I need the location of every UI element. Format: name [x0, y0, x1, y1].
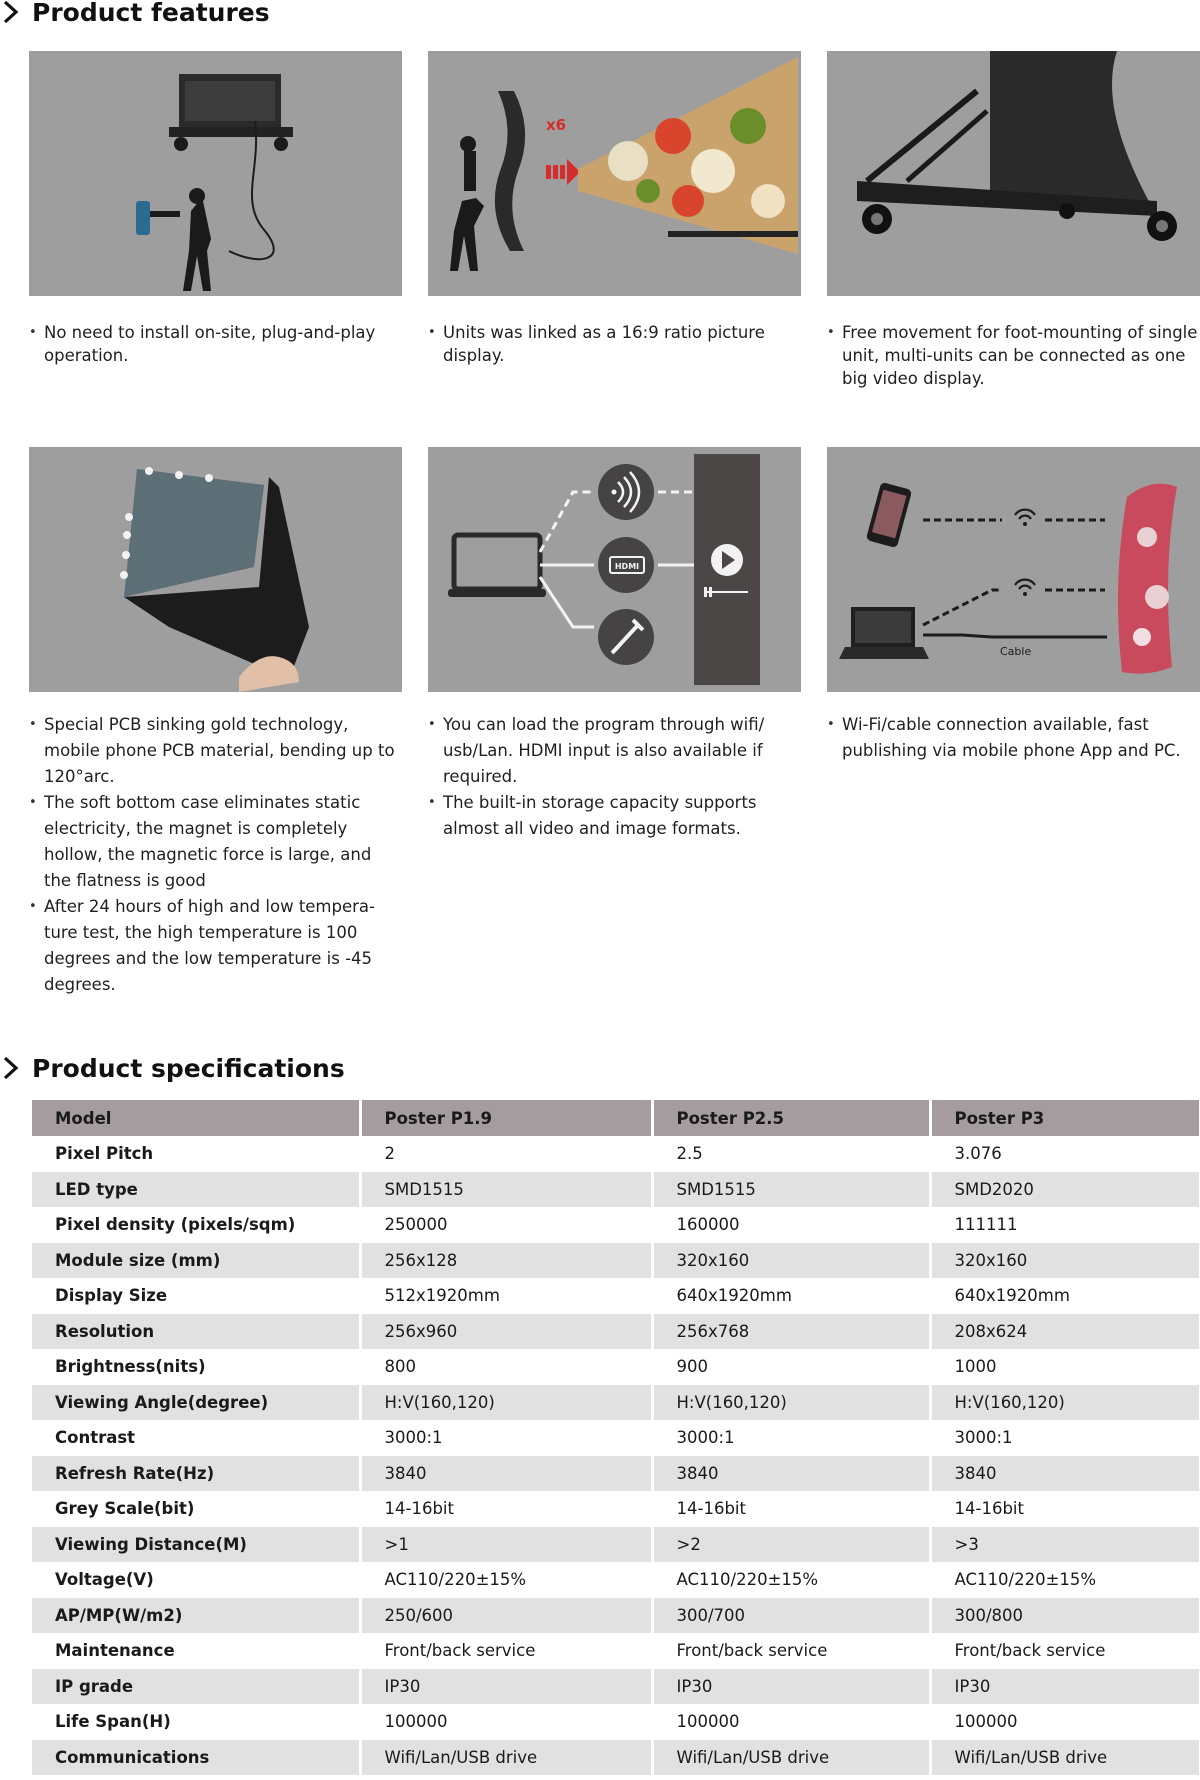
spec-label-cell: Viewing Angle(degree) [32, 1385, 360, 1421]
spec-value-cell: 2 [360, 1136, 652, 1172]
table-row [32, 1598, 1200, 1634]
linked-display-bullets [428, 321, 801, 367]
spec-label-cell: LED type [32, 1172, 360, 1208]
spec-value-cell: Wifi/Lan/USB drive [360, 1740, 652, 1776]
table-row [32, 1314, 1200, 1350]
spec-value-cell: Front/back service [360, 1633, 652, 1669]
bullet-item: • The soft bottom case eliminates static electricity, the magnet is completely hollow, the magnetic force is large, and the flatness is good [29, 790, 402, 894]
spec-value-cell: 14-16bit [930, 1491, 1200, 1527]
spec-value-cell: SMD1515 [360, 1172, 652, 1208]
spec-value-cell: 160000 [652, 1207, 930, 1243]
spec-label-cell: Pixel density (pixels/sqm) [32, 1207, 360, 1243]
spec-value-cell: >2 [652, 1527, 930, 1563]
spec-label-cell: Contrast [32, 1420, 360, 1456]
spec-value-cell: 320x160 [652, 1243, 930, 1279]
spec-value-cell: 640x1920mm [652, 1278, 930, 1314]
spec-value-cell: Wifi/Lan/USB drive [930, 1740, 1200, 1776]
spec-label-cell: Maintenance [32, 1633, 360, 1669]
table-row [32, 1456, 1200, 1492]
table-row [32, 1349, 1200, 1385]
spec-value-cell: 300/700 [652, 1598, 930, 1634]
features-heading [0, 0, 270, 27]
spec-value-cell: Front/back service [930, 1633, 1200, 1669]
spec-value-cell: 14-16bit [360, 1491, 652, 1527]
bullet-item: • After 24 hours of high and low tempera-ture test, the high temperature is 100 degrees and the low temperature is -45 degrees. [29, 894, 402, 998]
spec-value-cell: H:V(160,120) [652, 1385, 930, 1421]
bullet-item: • Special PCB sinking gold technology, mobile phone PCB material, bending up to 120°arc. [29, 712, 402, 790]
table-header-row [32, 1100, 1200, 1136]
spec-value-cell: AC110/220±15% [652, 1562, 930, 1598]
bullet-item: • The built-in storage capacity supports almost all video and image formats. [428, 790, 801, 842]
hdmi-label: HDMI [614, 562, 640, 571]
spec-value-cell: 800 [360, 1349, 652, 1385]
spec-value-cell: 250/600 [360, 1598, 652, 1634]
chevron-right-icon [0, 0, 22, 25]
spec-label-cell: Resolution [32, 1314, 360, 1350]
spec-value-cell: 3.076 [930, 1136, 1200, 1172]
table-body [32, 1136, 1200, 1775]
spec-value-cell: AC110/220±15% [930, 1562, 1200, 1598]
table-row [32, 1562, 1200, 1598]
table-row [32, 1491, 1200, 1527]
plug-and-play-image [29, 51, 402, 296]
spec-value-cell: 3840 [930, 1456, 1200, 1492]
spec-value-cell: 100000 [652, 1704, 930, 1740]
spec-value-cell: 300/800 [930, 1598, 1200, 1634]
connectivity-bullets [428, 712, 801, 842]
bullet-item: • Free movement for foot-mounting of single unit, multi-units can be connected as one big video display. [827, 321, 1200, 390]
spec-value-cell: 3840 [360, 1456, 652, 1492]
bullet-item: • You can load the program through wifi/ usb/Lan. HDMI input is also available if required. [428, 712, 801, 790]
bullet-item: • Wi-Fi/cable connection available, fast publishing via mobile phone App and PC. [827, 712, 1200, 764]
spec-value-cell: 208x624 [930, 1314, 1200, 1350]
spec-value-cell: 100000 [360, 1704, 652, 1740]
spec-value-cell: 512x1920mm [360, 1278, 652, 1314]
bullet-item: • Units was linked as a 16:9 ratio picture display. [428, 321, 801, 367]
wifi-cable-image [827, 447, 1200, 692]
specs-heading [0, 1053, 345, 1083]
spec-value-cell: 256x128 [360, 1243, 652, 1279]
plug-and-play-bullets [29, 321, 402, 367]
cable-label: Cable [1000, 645, 1032, 658]
chevron-right-icon [0, 1055, 22, 1081]
spec-value-cell: 3000:1 [930, 1420, 1200, 1456]
column-header: Model [32, 1100, 360, 1136]
table-row [32, 1633, 1200, 1669]
spec-value-cell: 1000 [930, 1349, 1200, 1385]
table-row [32, 1136, 1200, 1172]
column-header: Poster P3 [930, 1100, 1200, 1136]
linked-display-image [428, 51, 801, 296]
flexible-pcb-bullets [29, 712, 402, 998]
spec-value-cell: H:V(160,120) [360, 1385, 652, 1421]
spec-value-cell: 3000:1 [652, 1420, 930, 1456]
free-movement-image [827, 51, 1200, 296]
spec-value-cell: 250000 [360, 1207, 652, 1243]
table-row [32, 1172, 1200, 1208]
table-row [32, 1527, 1200, 1563]
spec-value-cell: 3000:1 [360, 1420, 652, 1456]
spec-value-cell: >1 [360, 1527, 652, 1563]
free-movement-bullets [827, 321, 1200, 390]
spec-label-cell: Grey Scale(bit) [32, 1491, 360, 1527]
spec-value-cell: 320x160 [930, 1243, 1200, 1279]
spec-value-cell: AC110/220±15% [360, 1562, 652, 1598]
spec-label-cell: Life Span(H) [32, 1704, 360, 1740]
table-row [32, 1243, 1200, 1279]
spec-value-cell: 111111 [930, 1207, 1200, 1243]
table-row [32, 1385, 1200, 1421]
column-header: Poster P1.9 [360, 1100, 652, 1136]
spec-value-cell: 640x1920mm [930, 1278, 1200, 1314]
spec-label-cell: Voltage(V) [32, 1562, 360, 1598]
x6-label: x6 [546, 116, 567, 134]
spec-value-cell: 14-16bit [652, 1491, 930, 1527]
table-row [32, 1740, 1200, 1776]
wifi-cable-bullets [827, 712, 1200, 764]
spec-value-cell: 256x960 [360, 1314, 652, 1350]
table-row [32, 1278, 1200, 1314]
specifications-table [32, 1100, 1200, 1775]
spec-label-cell: Brightness(nits) [32, 1349, 360, 1385]
spec-value-cell: Front/back service [652, 1633, 930, 1669]
spec-value-cell: H:V(160,120) [930, 1385, 1200, 1421]
spec-value-cell: Wifi/Lan/USB drive [652, 1740, 930, 1776]
spec-value-cell: IP30 [930, 1669, 1200, 1705]
spec-value-cell: >3 [930, 1527, 1200, 1563]
spec-value-cell: IP30 [652, 1669, 930, 1705]
spec-label-cell: AP/MP(W/m2) [32, 1598, 360, 1634]
table-row [32, 1207, 1200, 1243]
spec-label-cell: Communications [32, 1740, 360, 1776]
features-row-2 [29, 447, 1200, 1007]
spec-label-cell: Pixel Pitch [32, 1136, 360, 1172]
flexible-pcb-image [29, 447, 402, 692]
table-row [32, 1704, 1200, 1740]
connectivity-image [428, 447, 801, 692]
table-row [32, 1669, 1200, 1705]
spec-value-cell: IP30 [360, 1669, 652, 1705]
features-title: Product features [32, 0, 270, 27]
column-header: Poster P2.5 [652, 1100, 930, 1136]
spec-value-cell: 256x768 [652, 1314, 930, 1350]
bullet-item: • No need to install on-site, plug-and-play operation. [29, 321, 402, 367]
spec-value-cell: SMD1515 [652, 1172, 930, 1208]
spec-value-cell: SMD2020 [930, 1172, 1200, 1208]
table-row [32, 1420, 1200, 1456]
spec-value-cell: 100000 [930, 1704, 1200, 1740]
spec-label-cell: Display Size [32, 1278, 360, 1314]
features-row-1 [29, 51, 1200, 391]
spec-label-cell: IP grade [32, 1669, 360, 1705]
spec-label-cell: Viewing Distance(M) [32, 1527, 360, 1563]
spec-value-cell: 900 [652, 1349, 930, 1385]
spec-value-cell: 2.5 [652, 1136, 930, 1172]
spec-label-cell: Module size (mm) [32, 1243, 360, 1279]
spec-value-cell: 3840 [652, 1456, 930, 1492]
specs-title: Product specifications [32, 1053, 345, 1083]
spec-label-cell: Refresh Rate(Hz) [32, 1456, 360, 1492]
